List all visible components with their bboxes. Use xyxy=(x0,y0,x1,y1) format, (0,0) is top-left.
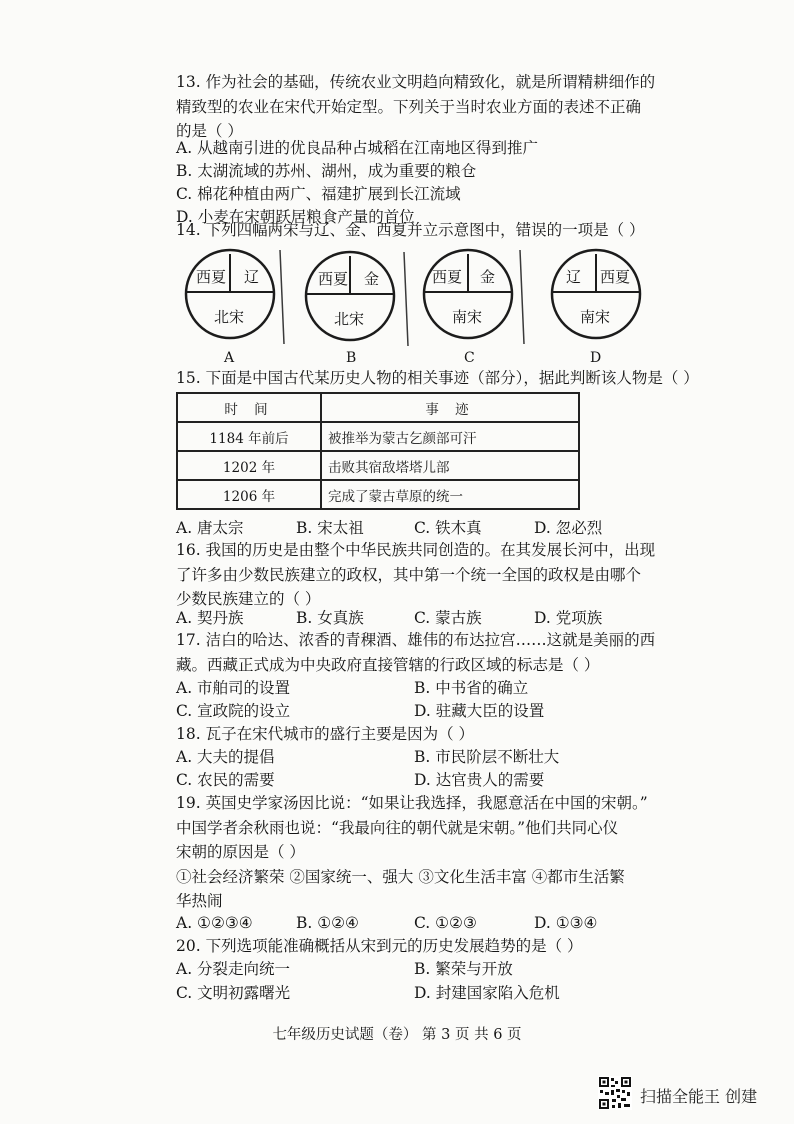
q19-option-a: A. ①②③④ xyxy=(176,914,253,932)
q13-line1: 13. 作为社会的基础，传统农业文明趋向精致化，就是所谓精耕细作的 xyxy=(176,73,656,91)
q16-option-b: B. 女真族 xyxy=(296,609,364,627)
q19-line4: ①社会经济繁荣 ②国家统一、强大 ③文化生活丰富 ④都市生活繁 xyxy=(176,867,625,886)
q13-line3: 的是（ ） xyxy=(176,122,243,140)
figure-b xyxy=(304,244,434,372)
q19-line3: 宋朝的原因是（ ） xyxy=(176,843,305,861)
q18-option-b: B. 市民阶层不断壮大 xyxy=(414,748,560,766)
q14-figures xyxy=(176,244,696,372)
figure-c-circle xyxy=(420,244,550,348)
q17-option-b: B. 中书省的确立 xyxy=(414,679,529,697)
q19-line5: 华热闹 xyxy=(176,892,223,910)
q20-option-b: B. 繁荣与开放 xyxy=(414,960,513,978)
q17-option-a: A. 市舶司的设置 xyxy=(176,679,291,697)
q18-option-d: D. 达官贵人的需要 xyxy=(414,771,545,789)
q15-option-b: B. 宋太祖 xyxy=(296,519,364,537)
figure-d-circle xyxy=(544,244,674,348)
qr-code-icon xyxy=(598,1076,632,1110)
q15-option-d: D. 忽必烈 xyxy=(534,519,603,537)
figure-a-label: A xyxy=(224,350,235,366)
q17-option-c: C. 宣政院的设立 xyxy=(176,702,291,720)
q13-option-d: D. 小麦在宋朝跃居粮食产量的首位 xyxy=(176,208,415,226)
q16-line1: 16. 我国的历史是由整个中华民族共同创造的。在其发展长河中，出现 xyxy=(176,541,656,559)
table-row xyxy=(177,451,579,480)
question-19 xyxy=(176,791,716,914)
q18-option-c: C. 农民的需要 xyxy=(176,771,275,789)
figure-d xyxy=(544,244,674,372)
q20-stem: 20. 下列选项能准确概括从宋到元的历史发展趋势的是（ ） xyxy=(176,937,583,955)
header-event: 事 迹 xyxy=(321,393,579,422)
figure-c-label: C xyxy=(464,350,475,366)
scanner-watermark xyxy=(598,1076,788,1116)
figure-d-bottom: 南宋 xyxy=(580,308,611,326)
q20-option-c: C. 文明初露曙光 xyxy=(176,984,291,1002)
question-16 xyxy=(176,538,696,612)
q16-option-a: A. 契丹族 xyxy=(176,609,244,627)
figure-a-left: 西夏 xyxy=(196,268,227,286)
figure-c-right: 金 xyxy=(480,268,496,286)
figure-a-bottom: 北宋 xyxy=(214,308,245,326)
figure-b-label: B xyxy=(346,350,357,366)
row-time: 1206 年 xyxy=(177,480,321,509)
table-row xyxy=(177,422,579,451)
row-event: 被推举为蒙古乞颜部可汗 xyxy=(321,422,579,451)
figure-a xyxy=(180,244,310,372)
q14-stem: 14. 下列四幅两宋与辽、金、西夏并立示意图中，错误的一项是（ ） xyxy=(176,221,645,239)
q16-option-c: C. 蒙古族 xyxy=(414,609,482,627)
figure-b-bottom: 北宋 xyxy=(334,310,365,328)
row-time: 1202 年 xyxy=(177,451,321,480)
row-time: 1184 年前后 xyxy=(177,422,321,451)
q20-option-a: A. 分裂走向统一 xyxy=(176,960,291,978)
q16-line2: 了许多由少数民族建立的政权，其中第一个统一全国的政权是由哪个 xyxy=(176,565,642,584)
q18-option-a: A. 大夫的提倡 xyxy=(176,748,275,766)
row-event: 击败其宿敌塔塔儿部 xyxy=(321,451,579,480)
table-row xyxy=(177,480,579,509)
figure-c-bottom: 南宋 xyxy=(452,308,483,326)
q15-option-c: C. 铁木真 xyxy=(414,519,482,537)
q20-option-d: D. 封建国家陷入危机 xyxy=(414,984,560,1002)
question-17 xyxy=(176,628,696,677)
q13-option-b: B. 太湖流域的苏州、湖州，成为重要的粮仓 xyxy=(176,162,477,180)
figure-b-left: 西夏 xyxy=(318,270,349,288)
q13-option-a: A. 从越南引进的优良品种占城稻在江南地区得到推广 xyxy=(176,139,539,157)
figure-d-right: 西夏 xyxy=(600,268,631,286)
q15-events-table xyxy=(176,392,580,510)
figure-b-circle xyxy=(304,244,434,348)
q16-line3: 少数民族建立的（ ） xyxy=(176,590,321,608)
header-time: 时 间 xyxy=(177,393,321,422)
figure-d-left: 辽 xyxy=(566,268,582,286)
row-event: 完成了蒙古草原的统一 xyxy=(321,480,579,509)
watermark-text: 扫描全能王 创建 xyxy=(640,1087,758,1106)
q19-option-d: D. ①③④ xyxy=(534,914,598,932)
q19-line2: 中国学者余秋雨也说：“我最向往的朝代就是宋朝。”他们共同心仪 xyxy=(176,818,619,837)
q17-line1: 17. 洁白的哈达、浓香的青稞酒、雄伟的布达拉宫……这就是美丽的西 xyxy=(176,631,656,649)
q15-stem: 15. 下面是中国古代某历史人物的相关事迹（部分），据此判断该人物是（ ） xyxy=(176,369,699,387)
q13-line2: 精致型的农业在宋代开始定型。下列关于当时农业方面的表述不正确 xyxy=(176,97,642,116)
q13-option-c: C. 棉花种植由两广、福建扩展到长江流域 xyxy=(176,185,461,203)
figure-c xyxy=(420,244,550,372)
table-header-row xyxy=(177,393,579,422)
page-footer: 七年级历史试题（卷） 第 3 页 共 6 页 xyxy=(272,1027,522,1043)
q19-option-b: B. ①②④ xyxy=(296,914,359,932)
question-13 xyxy=(176,70,696,144)
figure-a-circle xyxy=(180,244,310,348)
figure-b-right: 金 xyxy=(364,270,380,288)
q15-option-a: A. 唐太宗 xyxy=(176,519,244,537)
q18-stem: 18. 瓦子在宋代城市的盛行主要是因为（ ） xyxy=(176,725,475,743)
figure-d-label: D xyxy=(590,350,602,366)
figure-a-right: 辽 xyxy=(244,268,260,286)
figure-c-left: 西夏 xyxy=(432,268,463,286)
q19-option-c: C. ①②③ xyxy=(414,914,477,932)
q19-line1: 19. 英国史学家汤因比说：“如果让我选择，我愿意活在中国的宋朝。” xyxy=(176,794,648,812)
q17-option-d: D. 驻藏大臣的设置 xyxy=(414,702,545,720)
q17-line2: 藏。西藏正式成为中央政府直接管辖的行政区域的标志是（ ） xyxy=(176,655,600,674)
q16-option-d: D. 党项族 xyxy=(534,609,603,627)
